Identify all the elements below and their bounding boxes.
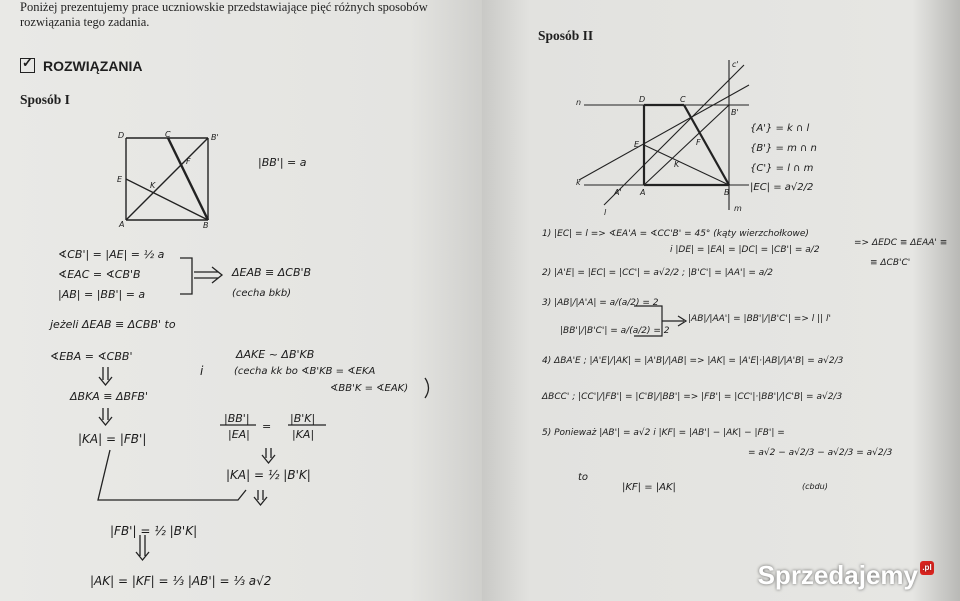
label-l: l bbox=[604, 208, 607, 215]
intro-paragraph: Poniżej prezentujemy prace uczniowskie przedstawiające pięć różnych sposobów rozwiązania tego zadania. bbox=[20, 0, 428, 29]
watermark-text: Sprzedajemy bbox=[757, 560, 918, 590]
label-e2: E bbox=[634, 140, 640, 149]
step-4a: 4) ΔBA'E ; |A'E|/|AK| = |A'B|/|AB| => |AK| = |A'E|·|AB|/|A'B| = a√2/3 bbox=[542, 356, 844, 366]
line-2: ∢EAC = ∢CB'B bbox=[58, 268, 141, 281]
method-1-title: Sposób I bbox=[20, 92, 70, 107]
frac-bb-num: |BB'| bbox=[224, 412, 250, 425]
step-1c: => ΔEDC ≡ ΔEAA' ≡ bbox=[854, 238, 948, 248]
watermark-logo bbox=[758, 560, 934, 591]
congruence-bka: ΔBKA ≡ ΔBFB' bbox=[70, 390, 148, 403]
step-3c: |AB|/|AA'| = |BB'|/|B'C'| => l || l' bbox=[688, 314, 831, 324]
line-3: |AB| = |BB'| = a bbox=[58, 288, 146, 301]
solutions-heading-text: ROZWIĄZANIA bbox=[43, 58, 143, 74]
frac-ea-den: |EA| bbox=[228, 428, 250, 441]
note-kk: (cecha kk bo ∢B'KB = ∢EKA bbox=[234, 366, 376, 377]
label-bp2: B' bbox=[731, 108, 739, 117]
step-3-bracket bbox=[632, 302, 692, 342]
step-2: 2) |A'E| = |EC| = |CC'| = a√2/2 ; |B'C'| = |AA'| = a/2 bbox=[542, 268, 774, 278]
def-ec: |EC| = a√2/2 bbox=[750, 182, 814, 193]
step-3b: |BB'|/|B'C'| = a/(a/2) = 2 bbox=[560, 326, 670, 336]
label-e: E bbox=[117, 175, 123, 184]
note-kk-2: ∢BB'K = ∢EAK) bbox=[330, 383, 409, 394]
note-bkb: (cecha bkb) bbox=[232, 288, 292, 299]
label-a: A bbox=[119, 220, 125, 228]
similarity-akb: ΔAKE ~ ΔB'KB bbox=[236, 348, 315, 361]
ka-equals-fb: |KA| = |FB'| bbox=[78, 432, 147, 446]
angle-eba: ∢EBA = ∢CBB' bbox=[50, 350, 133, 363]
ka-half-bk: |KA| = ½ |B'K| bbox=[226, 468, 311, 482]
right-page bbox=[482, 0, 960, 601]
step-1d: ≡ ΔCB'C' bbox=[870, 258, 911, 268]
qed-note: (cbdu) bbox=[802, 482, 828, 491]
label-n: n bbox=[576, 98, 582, 107]
step-1b: i |DE| = |EA| = |DC| = |CB'| = a/2 bbox=[670, 245, 820, 255]
label-bp: B' bbox=[211, 133, 219, 142]
step-then: to bbox=[578, 472, 589, 483]
line-if: jeżeli ΔEAB ≡ ΔCBB' to bbox=[50, 318, 176, 331]
method-2-title: Sposób II bbox=[538, 28, 594, 43]
label-ap: A' bbox=[614, 188, 622, 197]
final-result-1: |AK| = |KF| = ⅓ |AB'| = ⅓ a√2 bbox=[90, 574, 272, 588]
congruence-eab-cbb: ΔEAB ≡ ΔCB'B bbox=[232, 266, 312, 279]
label-f2: F bbox=[696, 138, 701, 147]
fb-half-bk: |FB'| = ½ |B'K| bbox=[110, 524, 198, 538]
label-b2: B bbox=[724, 188, 730, 197]
def-b: {B'} = m ∩ n bbox=[750, 143, 817, 154]
frac-ka-den: |KA| bbox=[292, 428, 315, 441]
note-bb-length: |BB'| = a bbox=[258, 156, 307, 169]
watermark-suffix: .pl bbox=[920, 561, 934, 575]
label-k: K bbox=[150, 181, 156, 190]
frac-bk-num: |B'K| bbox=[290, 412, 316, 425]
label-d2: D bbox=[639, 95, 646, 104]
label-k2: K bbox=[674, 160, 680, 169]
equals-sign: = bbox=[262, 420, 272, 433]
def-c: {C'} = l ∩ m bbox=[750, 163, 814, 174]
step-5a: 5) Ponieważ |AB'| = a√2 i |KF| = |AB'| − |AK| − |FB'| = bbox=[542, 428, 785, 438]
step-5b: = a√2 − a√2/3 − a√2/3 = a√2/3 bbox=[748, 448, 893, 458]
label-f: F bbox=[186, 157, 191, 166]
label-c2: C bbox=[680, 95, 686, 104]
label-cp: c' bbox=[732, 60, 739, 69]
line-1: ∢CB'| = |AE| = ½ a bbox=[58, 248, 165, 261]
step-1: 1) |EC| = l => ∢EA'A = ∢CC'B' = 45° (kąty wierzchołkowe) bbox=[542, 229, 809, 239]
label-b: B bbox=[203, 221, 209, 228]
label-d: D bbox=[118, 131, 125, 140]
label-k-line: k bbox=[576, 178, 581, 187]
step-3a: 3) |AB|/|A'A| = a/(a/2) = 2 bbox=[542, 298, 659, 308]
final-result-2: |KF| = |AK| bbox=[622, 482, 676, 493]
figure-method-2 bbox=[574, 55, 774, 215]
label-c: C bbox=[165, 130, 171, 139]
label-m: m bbox=[734, 204, 742, 213]
def-a: {A'} = k ∩ l bbox=[750, 123, 810, 134]
separator-i: i bbox=[200, 364, 204, 378]
label-a2: A bbox=[640, 188, 646, 197]
step-4b: ΔBCC' ; |CC'|/|FB'| = |C'B|/|BB'| => |FB'| = |CC'|·|BB'|/|C'B| = a√2/3 bbox=[542, 392, 843, 402]
